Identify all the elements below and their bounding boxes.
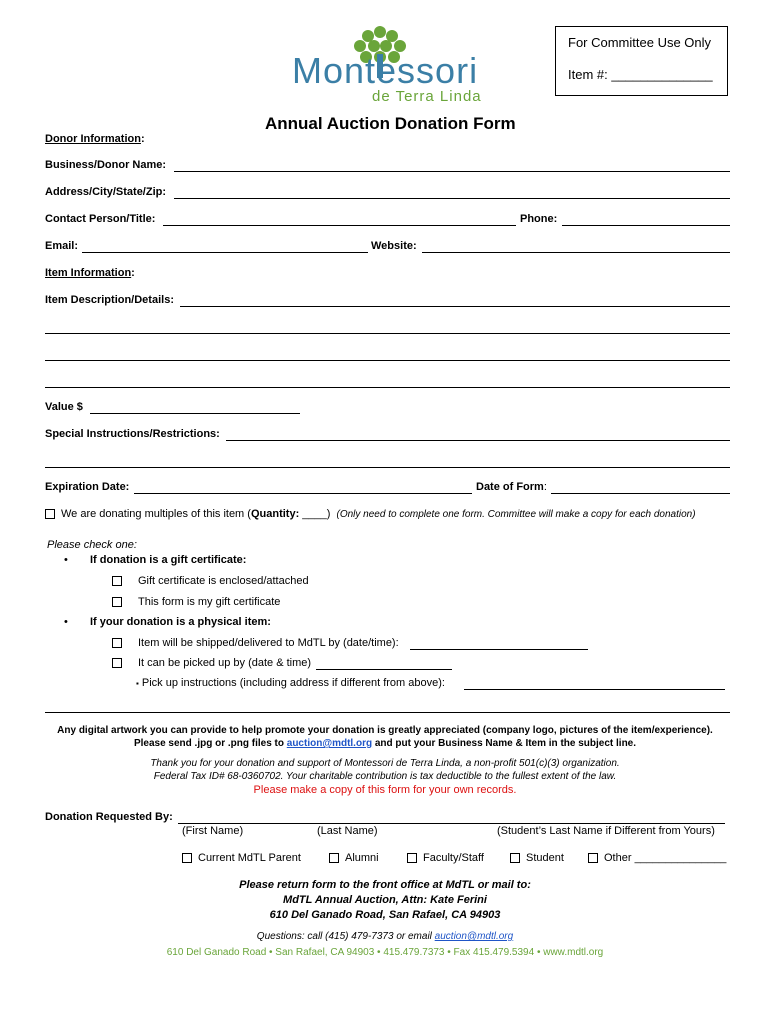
item-section-heading: Item Information: [45,267,135,279]
multiples-row [45,508,696,520]
checkbox[interactable] [112,597,122,607]
email-field[interactable] [82,252,368,253]
questions-email-link[interactable]: auction@mdtl.org [434,931,514,942]
pickup-instructions-line-2[interactable] [45,712,730,713]
checkbox[interactable] [112,638,122,648]
logo-subtitle: de Terra Linda [372,88,482,105]
description-line-3[interactable] [45,360,730,361]
expiration-label: Expiration Date: [45,481,130,493]
contact-field[interactable] [163,225,516,226]
expiration-field[interactable] [134,493,472,494]
special-label: Special Instructions/Restrictions: [45,428,220,440]
special-field[interactable] [226,440,730,441]
physical-heading: If your donation is a physical item: [90,616,271,628]
business-field[interactable] [174,171,730,172]
option-other[interactable]: Other _______________ [588,852,726,864]
last-name-caption: (Last Name) [317,825,378,837]
value-label: Value $ [45,401,83,413]
description-line-2[interactable] [45,333,730,334]
auction-email-link[interactable]: auction@mdtl.org [286,738,373,749]
checkbox[interactable] [510,853,520,863]
checkbox[interactable] [182,853,192,863]
thanks-line-1: Thank you for your donation and support of Montessori de Terra Linda, a non-profit 501(c)(3) organization. [150,758,620,769]
quantity-label: Quantity: [250,508,300,520]
first-name-caption: (First Name) [182,825,244,837]
value-field[interactable] [90,413,300,414]
pickup-date-field[interactable] [316,669,452,670]
thanks-line-2: Federal Tax ID# 68-0360702. Your charitable contribution is tax deductible to the fullest extent of the law. [153,771,617,782]
checkbox[interactable] [112,576,122,586]
pickup-instructions-field[interactable] [464,689,725,690]
shipped-date-field[interactable] [410,649,588,650]
email-label: Email: [45,240,79,252]
business-label: Business/Donor Name: [45,159,167,171]
address-field[interactable] [174,198,730,199]
bullet-icon: • [64,554,68,566]
donor-section-heading: Donor Information: [45,133,145,145]
option-faculty[interactable]: Faculty/Staff [407,852,484,864]
artwork-line-1: Any digital artwork you can provide to help promote your donation is greatly appreciated (company logo, pictures of the item/experience). [57,725,713,736]
artwork-line-2: Please send .jpg or .png files to auction@mdtl.org and put your Business Name & Item in the subject line. [133,738,637,749]
quantity-field[interactable]: ____) [299,508,331,520]
please-check-one: Please check one: [47,539,137,551]
committee-box [555,26,728,96]
logo-wordmark: Montessori [292,50,479,91]
option-student[interactable]: Student [510,852,564,864]
physical-option-shipped[interactable]: Item will be shipped/delivered to MdTL by (date/time): [112,637,399,649]
copy-note: Please make a copy of this form for your own records. [253,784,517,796]
gift-heading: If donation is a gift certificate: [90,554,247,566]
phone-field[interactable] [562,225,730,226]
footer-address: 610 Del Ganado Road • San Rafael, CA 94903 • 415.479.7373 • Fax 415.479.5394 • www.mdtl.org [166,947,604,958]
phone-label: Phone: [520,213,558,225]
gift-option-form[interactable]: This form is my gift certificate [112,596,280,608]
return-line-1: Please return form to the front office at MdTL or mail to: [239,879,531,891]
bullet-icon: • [64,616,68,628]
website-field[interactable] [422,252,730,253]
special-line-2[interactable] [45,467,730,468]
contact-label: Contact Person/Title: [45,213,156,225]
physical-option-pickup[interactable]: It can be picked up by (date & time) [112,657,311,669]
questions-line: Questions: call (415) 479-7373 or email auction@mdtl.org [256,931,514,942]
gift-option-enclosed[interactable]: Gift certificate is enclosed/attached [112,575,309,587]
date-of-form-field[interactable] [551,493,730,494]
return-line-3: 610 Del Ganado Road, San Rafael, CA 94903 [269,909,501,921]
multiples-note: (Only need to complete one form. Committee will make a copy for each donation) [336,509,696,520]
website-label: Website: [371,240,417,252]
return-line-2: MdTL Annual Auction, Attn: Kate Ferini [283,894,487,906]
multiples-checkbox[interactable] [45,509,55,519]
checkbox[interactable] [407,853,417,863]
checkbox[interactable] [112,658,122,668]
form-title: Annual Auction Donation Form [265,114,516,133]
requested-by-field[interactable] [178,823,725,824]
option-alumni[interactable]: Alumni [329,852,379,864]
multiples-text: We are donating multiples of this item ( [61,508,251,520]
description-field[interactable] [180,306,730,307]
address-label: Address/City/State/Zip: [45,186,167,198]
description-label: Item Description/Details: [45,294,174,306]
date-of-form-label: Date of Form: [476,481,547,493]
requested-by-label: Donation Requested By: [45,811,173,823]
committee-item-field[interactable]: Item #: ______________ [568,67,713,82]
pickup-instructions-label: ▪ Pick up instructions (including address if different from above): [136,677,445,689]
option-parent[interactable]: Current MdTL Parent [182,852,301,864]
description-line-4[interactable] [45,387,730,388]
checkbox[interactable] [329,853,339,863]
checkbox[interactable] [588,853,598,863]
committee-title: For Committee Use Only [568,35,712,50]
student-name-caption: (Student’s Last Name if Different from Yours) [497,825,715,837]
